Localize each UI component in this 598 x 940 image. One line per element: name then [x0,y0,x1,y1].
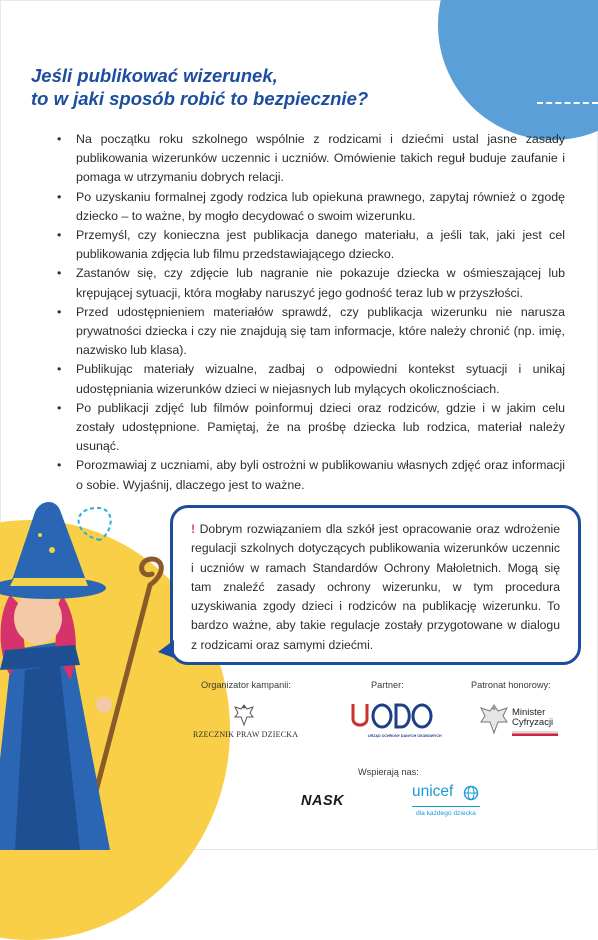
tips-list [57,130,565,495]
callout-text [191,520,560,655]
uodo-logo-icon [349,701,433,731]
support-label: Wspierają nas: [358,767,419,777]
organizer-label: Organizator kampanii: [201,680,291,690]
info-callout [170,505,581,665]
tip-text: Po publikacji zdjęć lub filmów poinformuj dzieci oraz rodziców, gdzie i w jakim celu zostały udostępnione. Pamiętaj, że na prośbę dziecka lub rodzica, materiał należy usunąć. [76,400,565,454]
list-item [57,188,565,226]
unicef-tagline: dla każdego dziecka [416,810,476,817]
decorative-dash-line [537,102,598,104]
tip-text: Zastanów się, czy zdjęcie lub nagranie nie pokazuje dziecka w ośmieszającej lub krępującej sytuacji, która mogłaby naruszyć jego godność teraz lub w przyszłości. [76,266,565,300]
unicef-divider [412,806,480,807]
partner-label: Partner: [371,680,404,690]
title-line-1: Jeśli publikować wizerunek, [31,65,278,86]
polish-flag-bar [512,731,558,736]
bullet-icon: • [57,400,62,415]
tip-text: Przemyśl, czy konieczna jest publikacja danego materiału, a jeśli tak, jaki jest cel publikowania zdjęcia lub filmu przedstawiającego dziecko. [76,228,565,262]
callout-body: Dobrym rozwiązaniem dla szkół jest opracowanie oraz wdrożenie regulacji szkolnych dotyczących publikowania wizerunków uczennic i uczniów w ramach Standardów Ochrony Małoletnich. Mogą się tam znaleźć zasady ochrony wizerunku, w tym procedura uzyskiwania zgody dzieci i rodziców na publikację wizerunku. To bardzo ważne, aby takie regulacje zostały przygotowane w dialogu z rodzicami oraz samymi dziećmi. [191,522,560,652]
title-line-2: to w jaki sposób robić to bezpiecznie? [31,88,369,109]
list-item [57,456,565,494]
unicef-globe-icon [463,785,479,801]
list-item [57,226,565,264]
bullet-icon: • [57,304,62,319]
bullet-icon: • [57,458,62,473]
eagle-emblem-icon [233,703,255,727]
bullet-icon: • [57,266,62,281]
ministry-line-2: Cyfryzacji [512,717,554,728]
list-item [57,399,565,457]
list-item [57,303,565,361]
page-title [31,64,461,110]
bullet-icon: • [57,228,62,243]
callout-tail [158,640,174,658]
bullet-icon: • [57,189,62,204]
tip-text: Na początku roku szkolnego wspólnie z rodzicami i dziećmi ustal jasne zasady publikowania wizerunków uczennic i uczniów. Omówienie takich reguł buduje zaufanie i pomaga w utrzymaniu dobrych relacji. [76,132,565,185]
list-item [57,360,565,398]
ministry-line-1: Minister [512,707,546,718]
tip-text: Po uzyskaniu formalnej zgody rodzica lub opiekuna prawnego, zapytaj również o zgodę dziecko – to ważne, by mogło decydować o swoim wizerunku. [76,189,565,223]
list-item [57,130,565,188]
ministry-name [512,708,553,728]
list-item [57,264,565,302]
patron-label: Patronat honorowy: [471,680,551,690]
unicef-logo: unicef [412,783,454,800]
nask-logo: NASK [301,793,345,809]
rpd-name: RZECZNIK PRAW DZIECKA [193,730,299,739]
tip-text: Porozmawiaj z uczniami, aby byli ostrożni w publikowaniu własnych zdjęć oraz informacji o sobie. Wyjaśnij, dlaczego jest to ważne. [76,458,565,492]
bullet-icon: • [57,132,62,146]
exclamation-icon: ! [191,522,196,536]
tip-text: Publikując materiały wizualne, zadbaj o odpowiedni kontekst sytuacji i unikaj udostępniania wizerunków dzieci w niejasnych lub mylących okolicznościach. [76,362,565,396]
uodo-caption: URZĄD OCHRONY DANYCH OSOBOWYCH [368,734,442,738]
tip-text: Przed udostępnieniem materiałów sprawdź, czy publikacja wizerunku nie narusza prywatności dziecka i czy nie znajdują się tam informacje, które należy chronić (np. imię, nazwisko lub klasa). [76,304,565,358]
bullet-icon: • [57,362,62,377]
ministry-eagle-icon [479,702,509,736]
